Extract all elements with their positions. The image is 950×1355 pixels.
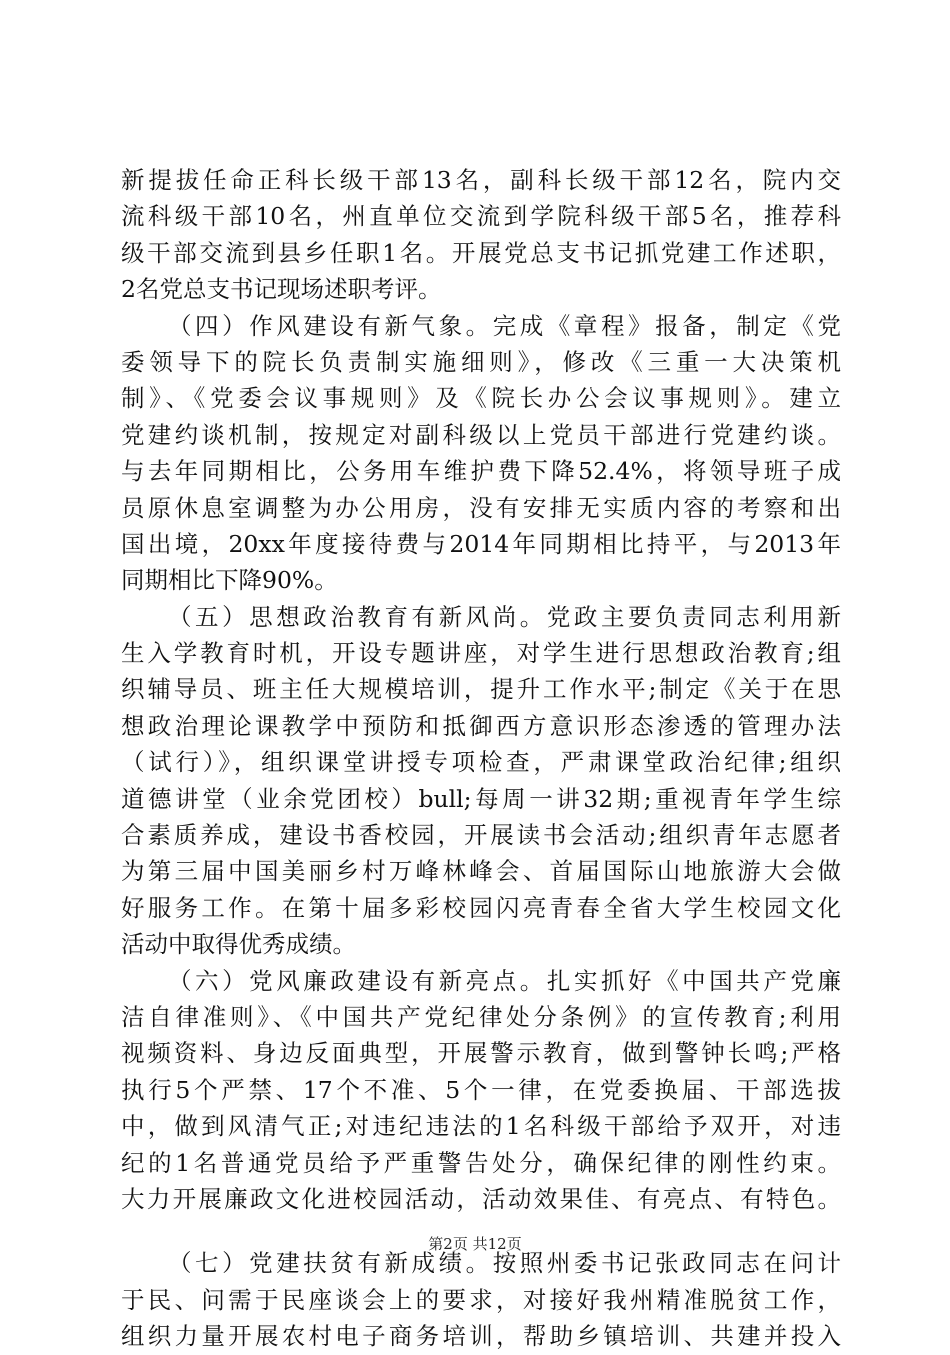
section-heading-line: （六）党风廉政建设有新亮点。扎实抓好《中国共产党廉 [168,966,841,995]
text-line: 组织力量开展农村电子商务培训，帮助乡镇培训、共建并投入 [121,1322,841,1351]
text-line: 织辅导员、班主任大规模培训，提升工作水平;制定《关于在思 [121,675,841,704]
section-heading-line: （五）思想政治教育有新风尚。党政主要负责同志利用新 [168,602,841,631]
text-line: 为第三届中国美丽乡村万峰林峰会、首届国际山地旅游大会做 [121,857,841,886]
text-line: 流科级干部10名，州直单位交流到学院科级干部5名，推荐科 [121,202,841,231]
text-line: 级干部交流到县乡任职1名。开展党总支书记抓党建工作述职， [121,238,841,267]
text-line: 员原休息室调整为办公用房，没有安排无实质内容的考察和出 [121,493,841,522]
text-line: 执行5个严禁、17个不准、5个一律，在党委换届、干部选拔 [121,1075,841,1104]
text-line: 视频资料、身边反面典型，开展警示教育，做到警钟长鸣;严格 [121,1039,841,1068]
text-line: 国出境，20xx年度接待费与2014年同期相比持平，与2013年 [121,529,841,558]
text-line: 与去年同期相比，公务用车维护费下降52.4%，将领导班子成 [121,457,841,486]
text-line: 活动中取得优秀成绩。 [121,930,356,959]
text-line: 中，做到风清气正;对违纪违法的1名科级干部给予双开，对违 [121,1112,841,1141]
section-heading-line: （七）党建扶贫有新成绩。按照州委书记张政同志在问计 [168,1249,841,1278]
body-text [121,162,841,1355]
text-line: 合素质养成，建设书香校园，开展读书会活动;组织青年志愿者 [121,821,841,850]
text-line: 制》、《党委会议事规则》及《院长办公会议事规则》。建立 [121,384,841,413]
text-line: （试行）》，组织课堂讲授专项检查，严肃课堂政治纪律;组织 [121,748,841,777]
text-line: 同期相比下降90%。 [121,566,338,595]
text-line: 于民、问需于民座谈会上的要求，对接好我州精准脱贫工作， [121,1285,841,1314]
page-number-footer: 第2页 共12页 [428,1235,522,1253]
text-line: 委领导下的院长负责制实施细则》，修改《三重一大决策机 [121,347,841,376]
text-line: 新提拔任命正科长级干部13名，副科长级干部12名，院内交 [121,166,841,194]
text-line: 生入学教育时机，开设专题讲座，对学生进行思想政治教育;组 [121,639,841,668]
text-line: 想政治理论课教学中预防和抵御西方意识形态渗透的管理办法 [121,711,841,740]
text-line: 洁自律准则》、《中国共产党纪律处分条例》的宣传教育;利用 [121,1002,841,1031]
text-line: 好服务工作。在第十届多彩校园闪亮青春全省大学生校园文化 [121,893,841,922]
text-line: 大力开展廉政文化进校园活动，活动效果佳、有亮点、有特色。 [121,1184,841,1213]
text-line: 道德讲堂（业余党团校）bull;每周一讲32期;重视青年学生综 [121,784,841,813]
text-line: 党建约谈机制，按规定对副科级以上党员干部进行党建约谈。 [121,420,841,449]
text-line: 2名党总支书记现场述职考评。 [121,275,442,304]
text-line: 纪的1名普通党员给予严重警告处分，确保纪律的刚性约束。 [121,1148,841,1177]
section-heading-line: （四）作风建设有新气象。完成《章程》报备，制定《党 [168,311,841,340]
